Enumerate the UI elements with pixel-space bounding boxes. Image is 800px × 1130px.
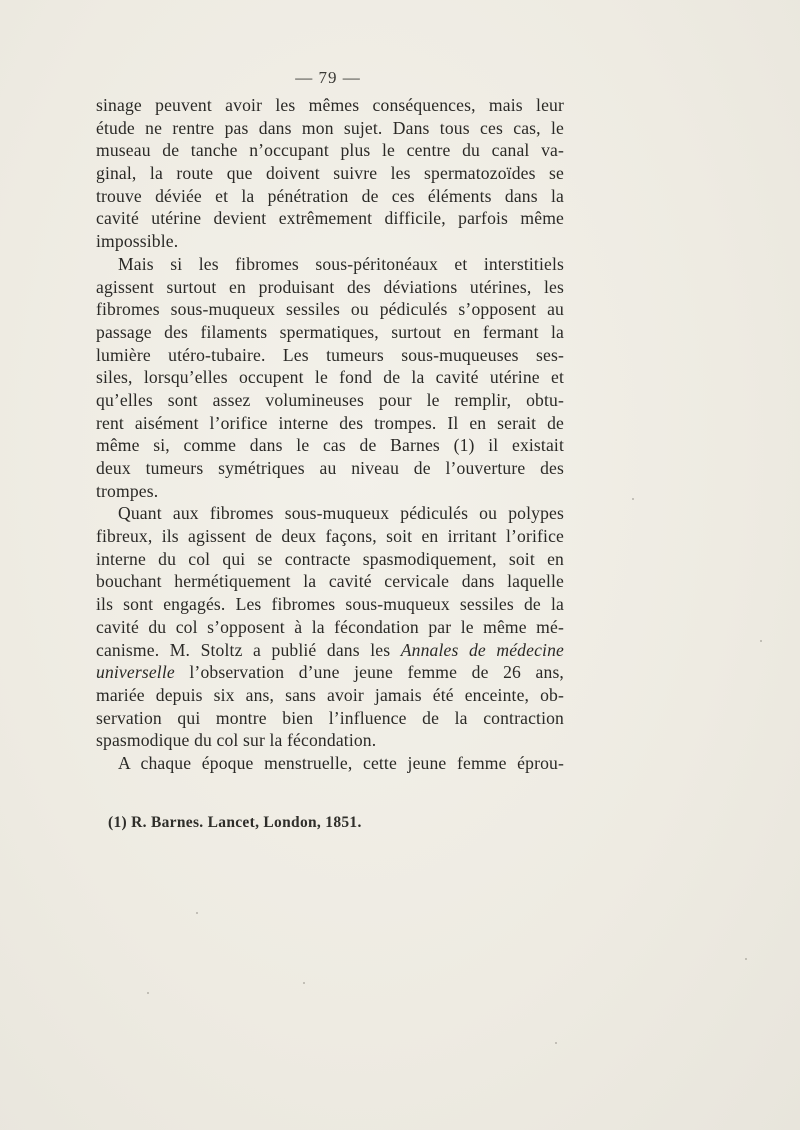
text-line: ginal, la route que doivent suivre les spermatozoïdes se bbox=[96, 163, 564, 184]
journal-title-continued: universelle bbox=[96, 662, 175, 683]
text-line: servation qui montre bien l’influence de la contraction bbox=[96, 707, 564, 728]
page-number: — 79 — bbox=[295, 68, 361, 87]
text-line: cavité utérine devient extrêmement difficile, parfois même bbox=[96, 208, 564, 229]
text-line: rent aisément l’orifice interne des trompes. Il en serait de bbox=[96, 412, 564, 433]
text-line: mariée depuis six ans, sans avoir jamais été enceinte, ob- bbox=[96, 684, 564, 705]
text-line: bouchant hermétiquement la cavité cervicale dans laquelle bbox=[96, 571, 564, 592]
text-line: interne du col qui se contracte spasmodiquement, soit en bbox=[96, 548, 564, 569]
text-line: trouve déviée et la pénétration de ces éléments dans la bbox=[96, 185, 564, 206]
text-line-mixed bbox=[96, 639, 564, 662]
text-line: spasmodique du col sur la fécondation. bbox=[96, 730, 377, 751]
paper-speck bbox=[303, 982, 305, 984]
text-line: agissent surtout en produisant des déviations utérines, les bbox=[96, 276, 564, 297]
paragraph-1 bbox=[96, 94, 564, 253]
paper-speck bbox=[632, 498, 634, 500]
paragraph-3 bbox=[96, 502, 564, 752]
journal-title: Annales de médecine bbox=[400, 639, 564, 660]
text-line: passage des filaments spermatiques, surtout en fermant la bbox=[96, 321, 564, 342]
footnote: (1) R. Barnes. Lancet, London, 1851. bbox=[108, 814, 362, 831]
text-line: même si, comme dans le cas de Barnes (1) il existait bbox=[96, 435, 564, 456]
paper-speck bbox=[745, 958, 747, 960]
paragraph-4 bbox=[96, 752, 564, 775]
text-line: sinage peuvent avoir les mêmes conséquences, mais leur bbox=[96, 95, 564, 115]
text-line: trompes. bbox=[96, 480, 159, 501]
text-line: siles, lorsqu’elles occupent le fond de la cavité utérine et bbox=[96, 367, 564, 388]
text-line: Quant aux fibromes sous-muqueux pédiculés ou polypes bbox=[118, 503, 564, 524]
paper-speck bbox=[555, 1042, 557, 1044]
paragraph-2 bbox=[96, 253, 564, 503]
text-line: qu’elles sont assez volumineuses pour le remplir, obtu- bbox=[96, 389, 564, 410]
text-line: ils sont engagés. Les fibromes sous-muqueux sessiles de la bbox=[96, 594, 564, 615]
text-line: fibreux, ils agissent de deux façons, soit en irritant l’orifice bbox=[96, 526, 564, 547]
paper-speck bbox=[196, 912, 198, 914]
paper-speck bbox=[760, 640, 762, 642]
text-line: étude ne rentre pas dans mon sujet. Dans tous ces cas, le bbox=[96, 117, 564, 138]
body-text bbox=[96, 94, 564, 775]
text-line: A chaque époque menstruelle, cette jeune femme éprou- bbox=[118, 752, 564, 773]
text-line: Mais si les fibromes sous-péritonéaux et interstitiels bbox=[118, 253, 564, 274]
text-line-mixed bbox=[96, 661, 564, 684]
text-line: lumière utéro-tubaire. Les tumeurs sous-muqueuses ses- bbox=[96, 344, 564, 365]
text-line: fibromes sous-muqueux sessiles ou pédiculés s’opposent au bbox=[96, 299, 564, 320]
text-line: cavité du col s’opposent à la fécondation par le même mé- bbox=[96, 616, 564, 637]
text-line: museau de tanche n’occupant plus le centre du canal va- bbox=[96, 140, 564, 161]
text-fragment: canisme. M. Stoltz a publié dans les bbox=[96, 639, 391, 660]
paper-speck bbox=[147, 992, 149, 994]
text-line: deux tumeurs symétriques au niveau de l’ouverture des bbox=[96, 458, 564, 478]
text-fragment: l’observation d’une jeune femme de 26 ans, bbox=[174, 662, 564, 683]
text-line: impossible. bbox=[96, 231, 179, 252]
